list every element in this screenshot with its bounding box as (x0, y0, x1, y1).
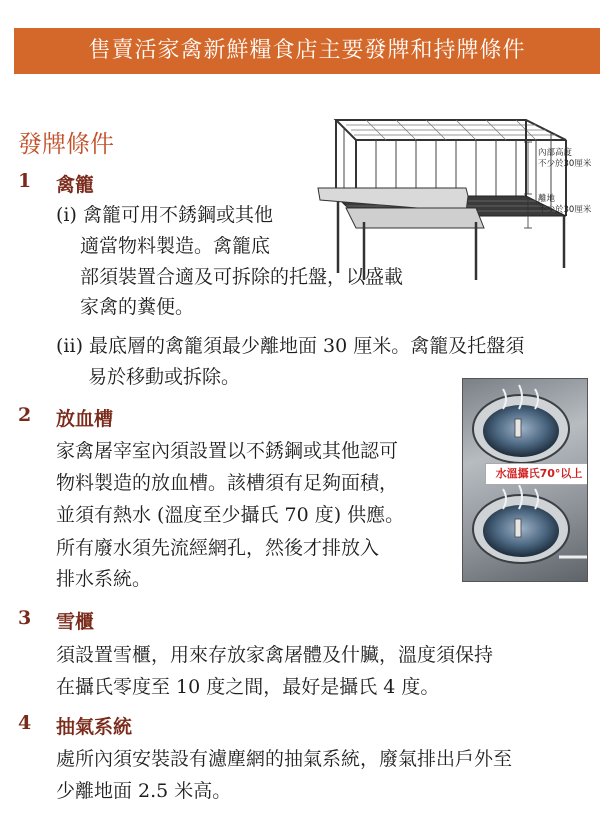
item-number-2: 2 (18, 404, 32, 426)
item-number-4: 4 (18, 712, 32, 734)
page-title-banner: 售賣活家禽新鮮糧食店主要發牌和持牌條件 (14, 28, 600, 74)
item-number-3: 3 (18, 607, 32, 629)
item-number-1: 1 (18, 170, 32, 192)
item-2-line-4: 所有廢水須先流經網孔，然後才排放入 (56, 537, 380, 559)
item-3-line-2: 在攝氏零度至 10 度之間，最好是攝氏 4 度。 (56, 676, 440, 698)
item-heading-cage: 禽籠 (56, 174, 95, 196)
item-2-line-1: 家禽屠宰室內須設置以不銹鋼或其他認可 (56, 440, 399, 462)
item-1-line-6: 易於移動或拆除。 (88, 366, 241, 388)
cage-height-label-line2: 不少於30厘米 (538, 159, 592, 169)
item-1-line-5: (ii) 最底層的禽籠須最少離地面 30 厘米。禽籠及托盤須 (56, 335, 525, 357)
item-heading-refrigerator: 雪櫃 (56, 611, 95, 633)
item-heading-exhaust-system: 抽氣系統 (56, 716, 133, 738)
item-4-line-2: 少離地面 2.5 米高。 (56, 780, 232, 802)
cage-height-label-line1: 內部高度 (538, 148, 573, 158)
cage-ground-clearance-label (538, 194, 591, 216)
cage-height-label (538, 148, 591, 170)
item-4-line-1: 處所內須安裝設有濾塵網的抽氣系統，廢氣排出戶外至 (56, 748, 513, 770)
section-title: 發牌條件 (18, 130, 114, 158)
item-1-line-1: (i) 禽籠可用不銹鋼或其他 (56, 204, 273, 226)
item-2-line-3: 並須有熱水 (溫度至少攝氏 70 度) 供應。 (56, 504, 405, 526)
item-2-line-5: 排水系統。 (56, 568, 152, 590)
item-1-line-4: 家禽的糞便。 (80, 296, 195, 318)
item-1-line-2: 適當物料製造。禽籠底 (80, 235, 271, 257)
item-heading-bleeding-trough: 放血槽 (56, 408, 114, 430)
cage-ground-label-line1: 離地 (538, 194, 556, 204)
item-2-line-2: 物料製造的放血槽。該槽須有足夠面積， (56, 472, 399, 494)
item-1-line-3: 部須裝置合適及可拆除的托盤，以盛載 (80, 266, 404, 288)
bleeding-trough-photo (462, 378, 588, 582)
water-temperature-badge: 水溫攝氏70°以上 (485, 463, 588, 485)
item-3-line-1: 須設置雪櫃，用來存放家禽屠體及什臟，溫度須保持 (56, 644, 494, 666)
cage-ground-label-line2: 不少於30厘米 (538, 205, 592, 215)
